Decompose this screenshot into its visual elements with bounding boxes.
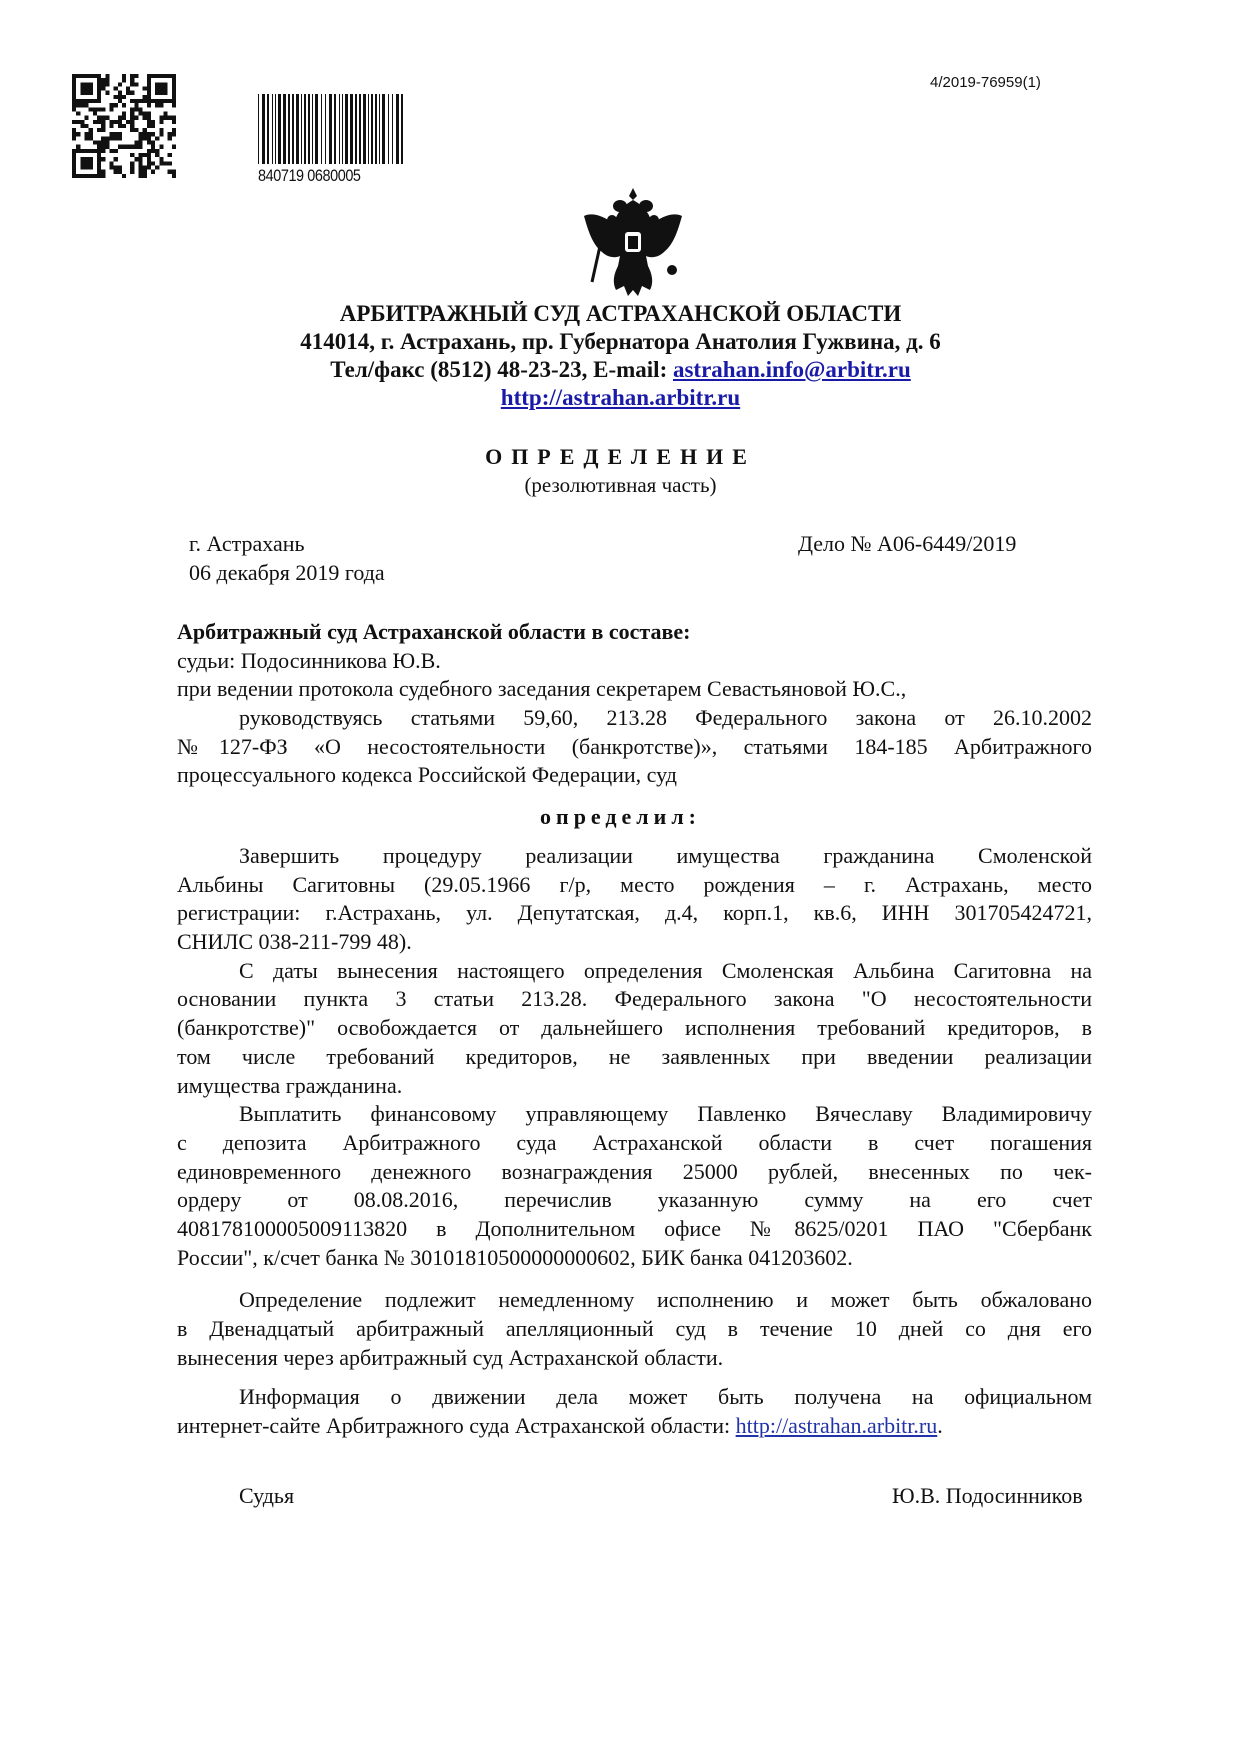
- decided-heading: определил:: [540, 804, 701, 829]
- decision-date: 06 декабря 2019 года: [189, 560, 385, 585]
- barcode: [258, 94, 408, 185]
- coat-of-arms-emblem: [578, 186, 688, 298]
- paragraph-line: том числе требований кредиторов, не заявленных при введении реализации: [177, 1043, 1092, 1069]
- paragraph-line: основании пункта 3 статьи 213.28. Федерального закона "О несостоятельности: [177, 986, 1092, 1012]
- secretary-line: при ведении протокола судебного заседания секретарем Севастьяновой Ю.С.,: [177, 676, 907, 702]
- court-composition: [177, 618, 1092, 790]
- basis-line: руководствуясь статьями 59,60, 213.28 Федерального закона от 26.10.2002: [239, 705, 1092, 731]
- barcode-bars: [258, 94, 408, 164]
- operative-paragraph: [177, 1100, 1092, 1272]
- operative-paragraph: [177, 1286, 1092, 1372]
- signature-name: Ю.В. Подосинников: [892, 1483, 1083, 1508]
- paragraph-line: Определение подлежит немедленному исполнению и может быть обжаловано: [239, 1287, 1092, 1313]
- info-line: [177, 1412, 1092, 1441]
- case-number: Дело № А06-6449/2019: [798, 531, 1017, 556]
- barcode-number: 840719 0680005: [258, 166, 361, 185]
- document-id: 4/2019-76959(1): [930, 74, 1041, 91]
- info-paragraph: [177, 1383, 1092, 1440]
- court-contacts: [0, 356, 1241, 384]
- website-row: [0, 384, 1241, 412]
- operative-part: [177, 842, 1092, 1372]
- operative-paragraph: [177, 842, 1092, 957]
- basis-line: процессуального кодекса Российской Федерации, суд: [177, 762, 677, 788]
- info-period: .: [937, 1412, 943, 1438]
- paragraph-line: 40817810000500911382​0 в Дополнительном офисе №8625/0201 ПАО "Сбербанк: [177, 1215, 1092, 1241]
- phone-label: Тел/факс (8512) 48-23-23, E-mail:: [330, 357, 673, 382]
- city: г. Астрахань: [189, 531, 305, 556]
- judge-line: судьи: Подосинникова Ю.В.: [177, 647, 441, 673]
- paragraph-line: ордеру от 08.08.2016, перечислив указанную сумму на его счет: [177, 1187, 1092, 1213]
- paragraph-line: с депозита Арбитражного суда Астраханской области в счет погашения: [177, 1129, 1092, 1155]
- paragraph-line: Выплатить финансовому управляющему Павленко Вячеславу Владимировичу: [239, 1101, 1092, 1127]
- paragraph-line: Альбины Сагитовны (29.05.1966 г/р, место рождения – г. Астрахань, место: [177, 871, 1092, 897]
- website-link[interactable]: http://astrahan.arbitr.ru: [500, 385, 741, 410]
- paragraph-line: СНИЛС 038-211-799 48).: [177, 929, 412, 955]
- signature-role: Судья: [239, 1483, 295, 1508]
- paragraph-line: (банкротстве)" освобождается от дальнейшего исполнения требований кредиторов, в: [177, 1015, 1092, 1041]
- document-subtitle: (резолютивная часть): [524, 473, 717, 497]
- document-title: ОПРЕДЕЛЕНИЕ: [485, 444, 756, 469]
- paragraph-line: С даты вынесения настоящего определения Смоленская Альбина Сагитовна на: [239, 957, 1092, 983]
- paragraph-line: единовременного денежного вознаграждения 25000 рублей, внесенных по чек-: [177, 1158, 1092, 1184]
- paragraph-line: регистрации: г.Астрахань, ул. Депутатская, д.4, корп.1, кв.6, ИНН 301705424721,: [177, 900, 1092, 926]
- info-website-link[interactable]: http://astrahan.arbitr.ru: [735, 1412, 938, 1438]
- operative-paragraph: [177, 957, 1092, 1100]
- paragraph-line: вынесения через арбитражный суд Астраханской области.: [177, 1344, 724, 1370]
- email-link[interactable]: astrahan.info@arbitr.ru: [672, 357, 911, 382]
- basis-line: №127-ФЗ «О несостоятельности (банкротстве)», статьями 184-185 Арбитражного: [177, 733, 1092, 759]
- composition-heading: Арбитражный суд Астраханской области в составе:: [177, 619, 691, 644]
- court-name: АРБИТРАЖНЫЙ СУД АСТРАХАНСКОЙ ОБЛАСТИ: [339, 301, 902, 326]
- court-address: 414014, г. Астрахань, пр. Губернатора Анатолия Гужвина, д. 6: [300, 329, 941, 354]
- qr-code: [72, 74, 176, 178]
- paragraph-line: в Двенадцатый арбитражный апелляционный суд в течение 10 дней со дня его: [177, 1316, 1092, 1341]
- info-line: Информация о движении дела может быть получена на официальном: [239, 1384, 1092, 1409]
- paragraph-line: имущества гражданина.: [177, 1072, 403, 1098]
- paragraph-line: России", к/счет банка № 30101810500000000602, БИК банка 041203602.: [177, 1244, 853, 1270]
- paragraph-line: Завершить процедуру реализации имущества гражданина Смоленской: [239, 843, 1092, 868]
- info-text: интернет-сайте Арбитражного суда Астраханской области:: [177, 1412, 736, 1438]
